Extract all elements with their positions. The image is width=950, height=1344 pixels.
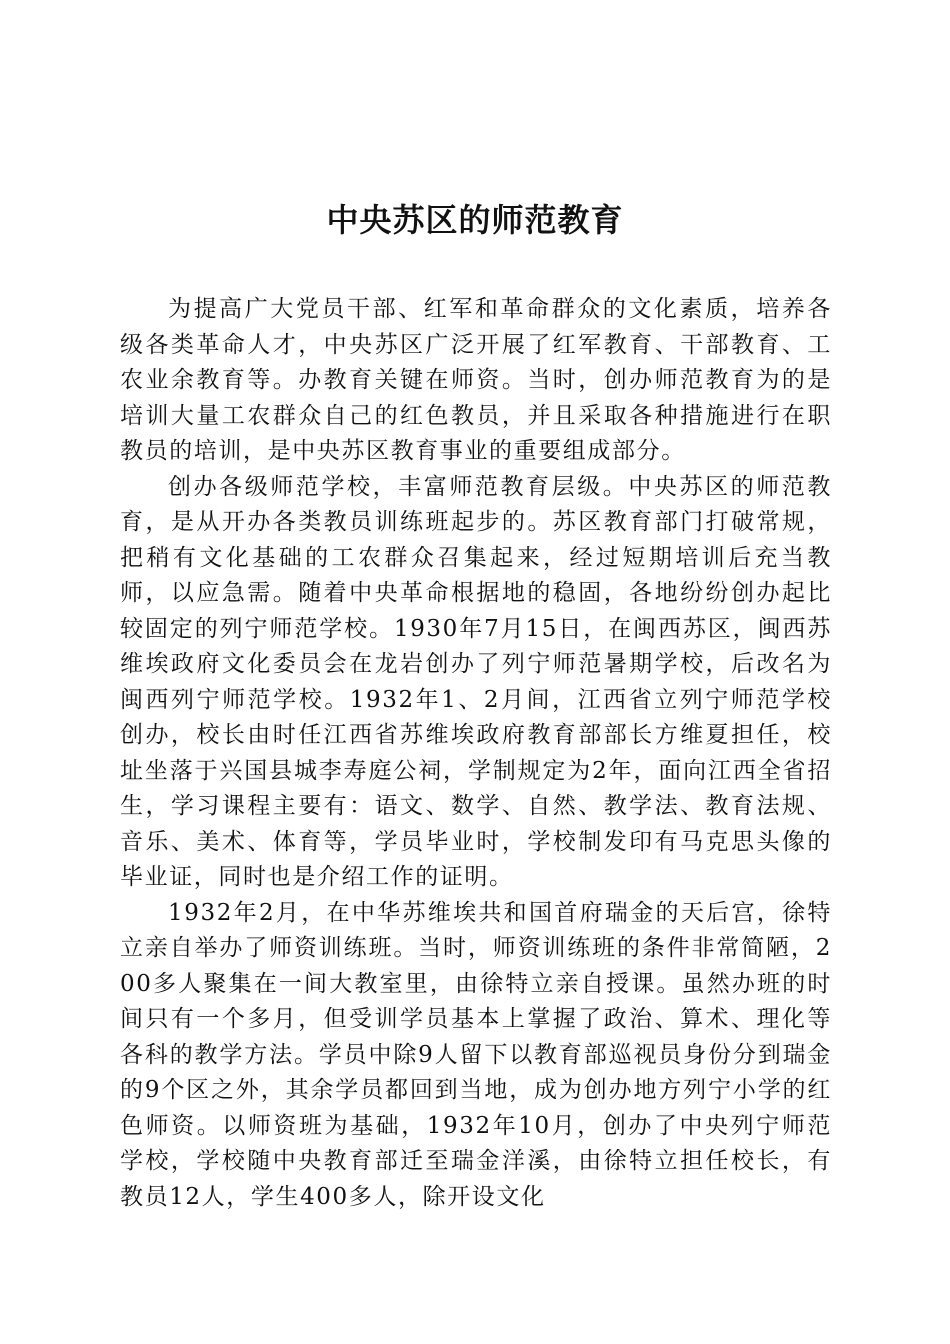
document-title: 中央苏区的师范教育	[326, 201, 624, 239]
document-body	[120, 292, 832, 1215]
paragraph-teacher-training: 1932年2月，在中华苏维埃共和国首府瑞金的天后宫，徐特立亲自举办了师资训练班。当时，师资训练班的条件非常简陋，200多人聚集在一间大教室里，由徐特立亲自授课。虽然办班的时间只有一个多月，但受训学员基本上掌握了政治、算术、理化等各科的教学方法。学员中除9人留下以教育部巡视员身份分到瑞金的9个区之外，其余学员都回到当地，成为创办地方列宁小学的红色师资。以师资班为基础，1932年10月，创办了中央列宁师范学校，学校随中央教育部迁至瑞金洋溪，由徐特立担任校长，有教员12人，学生400多人，除开设文化	[120, 899, 832, 1210]
paragraph-intro: 为提高广大党员干部、红军和革命群众的文化素质，培养各级各类革命人才，中央苏区广泛开展了红军教育、干部教育、工农业余教育等。办教育关键在师资。当时，创办师范教育为的是培训大量工农群众自己的红色教员，并且采取各种措施进行在职教员的培训，是中央苏区教育事业的重要组成部分。	[120, 296, 832, 464]
paragraph-normal-schools: 创办各级师范学校，丰富师范教育层级。中央苏区的师范教育，是从开办各类教员训练班起步的。苏区教育部门打破常规，把稍有文化基础的工农群众召集起来，经过短期培训后充当教师，以应急需。随着中央革命根据地的稳固，各地纷纷创办起比较固定的列宁师范学校。1930年7月15日，在闽西苏区，闽西苏维埃政府文化委员会在龙岩创办了列宁师范暑期学校，后改名为闽西列宁师范学校。1932年1、2月间，江西省立列宁师范学校创办，校长由时任江西省苏维埃政府教育部部长方维夏担任，校址坐落于兴国县城李寿庭公祠，学制规定为2年，面向江西全省招生，学习课程主要有：语文、数学、自然、教学法、教育法规、音乐、美术、体育等，学员毕业时，学校制发印有马克思头像的毕业证，同时也是介绍工作的证明。	[120, 473, 832, 890]
